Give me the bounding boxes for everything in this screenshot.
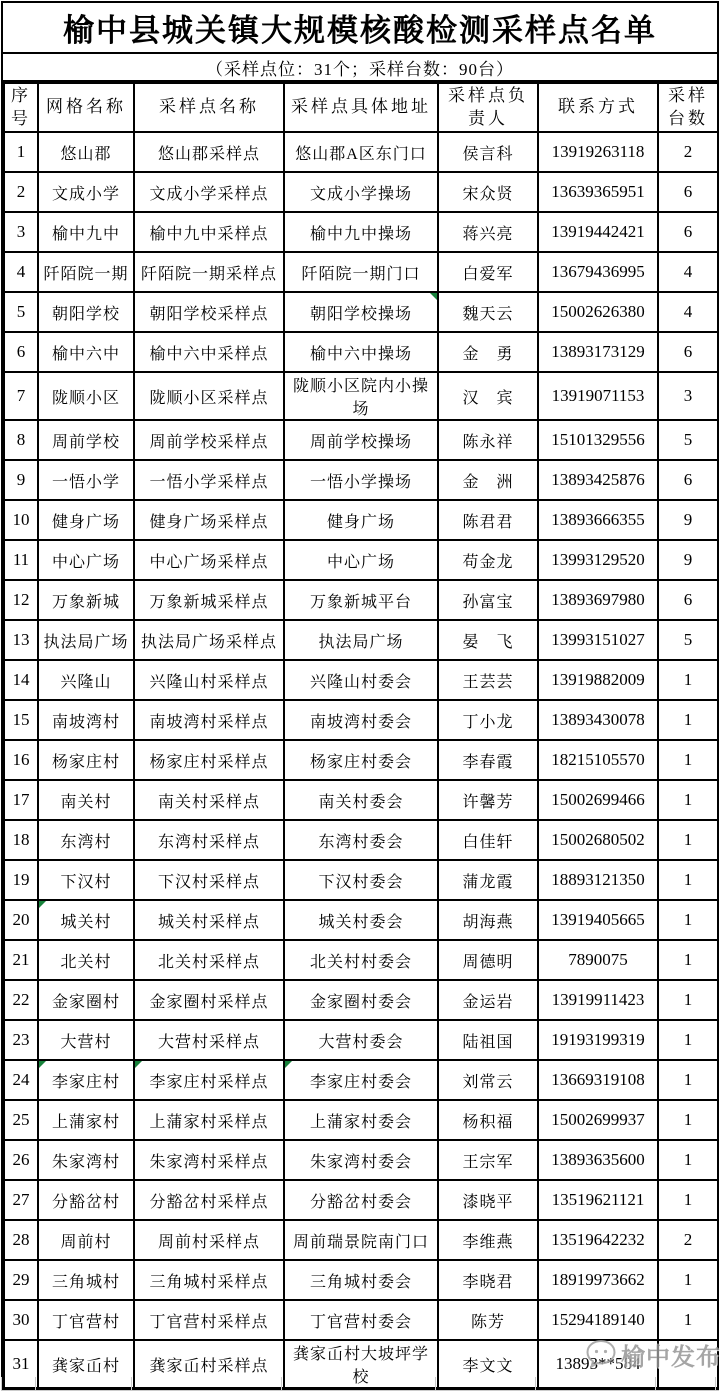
cell-point: 榆中九中采样点 bbox=[134, 212, 284, 252]
cell-count: 9 bbox=[658, 500, 718, 540]
cell-address: 阡陌院一期门口 bbox=[284, 252, 438, 292]
watermark-text: 榆中发布 bbox=[621, 1343, 721, 1371]
cell-seq: 19 bbox=[4, 860, 38, 900]
cell-leader: 魏天云 bbox=[438, 292, 538, 332]
cell-contact: 7890075 bbox=[538, 940, 658, 980]
cell-point: 阡陌院一期采样点 bbox=[134, 252, 284, 292]
cell-grid: 北关村 bbox=[38, 940, 134, 980]
cell-count: 1 bbox=[658, 740, 718, 780]
cell-count: 3 bbox=[658, 372, 718, 420]
column-header-contact: 联系方式 bbox=[538, 83, 658, 132]
sampling-points-table bbox=[3, 82, 719, 1389]
cell-point: 朝阳学校采样点 bbox=[134, 292, 284, 332]
cell-grid: 南坡湾村 bbox=[38, 700, 134, 740]
cell-address: 三角城村委会 bbox=[284, 1260, 438, 1300]
cell-address: 李家庄村委会 bbox=[284, 1060, 438, 1100]
cell-point: 分豁岔村采样点 bbox=[134, 1180, 284, 1220]
table-row bbox=[4, 700, 718, 740]
cell-seq: 12 bbox=[4, 580, 38, 620]
cell-address: 执法局广场 bbox=[284, 620, 438, 660]
cell-seq: 4 bbox=[4, 252, 38, 292]
cell-point: 陇顺小区采样点 bbox=[134, 372, 284, 420]
cell-grid: 榆中六中 bbox=[38, 332, 134, 372]
cell-leader: 陈永祥 bbox=[438, 420, 538, 460]
cell-grid: 中心广场 bbox=[38, 540, 134, 580]
cell-leader: 陆祖国 bbox=[438, 1020, 538, 1060]
cell-count: 6 bbox=[658, 172, 718, 212]
cell-count: 1 bbox=[658, 1020, 718, 1060]
table-row bbox=[4, 820, 718, 860]
cell-point: 周前村采样点 bbox=[134, 1220, 284, 1260]
cell-count: 5 bbox=[658, 620, 718, 660]
cell-count: 9 bbox=[658, 540, 718, 580]
cell-contact: 13669319108 bbox=[538, 1060, 658, 1100]
cell-leader: 汉 宾 bbox=[438, 372, 538, 420]
cell-point: 李家庄村采样点 bbox=[134, 1060, 284, 1100]
green-corner-marker bbox=[430, 293, 437, 300]
cell-grid: 执法局广场 bbox=[38, 620, 134, 660]
cell-leader: 蒋兴亮 bbox=[438, 212, 538, 252]
cell-seq: 27 bbox=[4, 1180, 38, 1220]
cell-grid: 文成小学 bbox=[38, 172, 134, 212]
cell-count: 1 bbox=[658, 860, 718, 900]
cell-seq: 6 bbox=[4, 332, 38, 372]
cell-address: 周前瑞景院南门口 bbox=[284, 1220, 438, 1260]
cell-point: 丁官营村采样点 bbox=[134, 1300, 284, 1340]
cell-leader: 侯言科 bbox=[438, 132, 538, 172]
table-row bbox=[4, 1020, 718, 1060]
table-row bbox=[4, 620, 718, 660]
cell-contact: 13679436995 bbox=[538, 252, 658, 292]
cell-grid: 朱家湾村 bbox=[38, 1140, 134, 1180]
cell-leader: 白佳轩 bbox=[438, 820, 538, 860]
cell-address: 榆中六中操场 bbox=[284, 332, 438, 372]
empty-grid-cell bbox=[2, 1377, 36, 1390]
cell-seq: 23 bbox=[4, 1020, 38, 1060]
cell-count: 1 bbox=[658, 1100, 718, 1140]
cell-point: 大营村采样点 bbox=[134, 1020, 284, 1060]
cell-address: 文成小学操场 bbox=[284, 172, 438, 212]
cell-address: 万象新城平台 bbox=[284, 580, 438, 620]
cell-grid: 三角城村 bbox=[38, 1260, 134, 1300]
cell-grid: 南关村 bbox=[38, 780, 134, 820]
cell-address: 朝阳学校操场 bbox=[284, 292, 438, 332]
cell-count: 2 bbox=[658, 1220, 718, 1260]
cell-leader: 许馨芳 bbox=[438, 780, 538, 820]
empty-grid-cell bbox=[282, 1377, 436, 1390]
cell-point: 健身广场采样点 bbox=[134, 500, 284, 540]
cell-count: 4 bbox=[658, 252, 718, 292]
cell-contact: 18919973662 bbox=[538, 1260, 658, 1300]
cell-contact: 13993151027 bbox=[538, 620, 658, 660]
cell-count: 6 bbox=[658, 332, 718, 372]
cell-contact: 13919442421 bbox=[538, 212, 658, 252]
table-row bbox=[4, 1180, 718, 1220]
empty-grid-cell bbox=[36, 1377, 132, 1390]
cell-grid: 悠山郡 bbox=[38, 132, 134, 172]
cell-grid: 东湾村 bbox=[38, 820, 134, 860]
cell-address: 南坡湾村委会 bbox=[284, 700, 438, 740]
table-row bbox=[4, 740, 718, 780]
cell-seq: 11 bbox=[4, 540, 38, 580]
page-title: 榆中县城关镇大规模核酸检测采样点名单 bbox=[63, 13, 657, 48]
cell-contact: 15294189140 bbox=[538, 1300, 658, 1340]
cell-address: 健身广场 bbox=[284, 500, 438, 540]
cell-contact: 13893635600 bbox=[538, 1140, 658, 1180]
empty-grid-cell bbox=[436, 1377, 536, 1390]
cell-grid: 朝阳学校 bbox=[38, 292, 134, 332]
cell-seq: 25 bbox=[4, 1100, 38, 1140]
cell-address: 金家圈村委会 bbox=[284, 980, 438, 1020]
table-row bbox=[4, 252, 718, 292]
cell-contact: 18893121350 bbox=[538, 860, 658, 900]
column-header-seq: 序号 bbox=[4, 83, 38, 132]
cell-grid: 城关村 bbox=[38, 900, 134, 940]
cell-point: 城关村采样点 bbox=[134, 900, 284, 940]
cell-grid: 上蒲家村 bbox=[38, 1100, 134, 1140]
cell-contact: 13893697980 bbox=[538, 580, 658, 620]
cell-contact: 13519642232 bbox=[538, 1220, 658, 1260]
cell-contact: 18215105570 bbox=[538, 740, 658, 780]
cell-point: 悠山郡采样点 bbox=[134, 132, 284, 172]
cell-address: 朱家湾村委会 bbox=[284, 1140, 438, 1180]
cell-grid: 阡陌院一期 bbox=[38, 252, 134, 292]
table-row bbox=[4, 1140, 718, 1180]
cell-leader: 王芸芸 bbox=[438, 660, 538, 700]
cell-address: 兴隆山村委会 bbox=[284, 660, 438, 700]
cell-point: 龚家屲村采样点 bbox=[134, 1340, 284, 1388]
cell-contact: 13919882009 bbox=[538, 660, 658, 700]
cell-point: 一悟小学采样点 bbox=[134, 460, 284, 500]
cell-leader: 金 洲 bbox=[438, 460, 538, 500]
empty-grid-cell bbox=[656, 1377, 716, 1390]
green-corner-marker bbox=[135, 1061, 142, 1068]
cell-address: 周前学校操场 bbox=[284, 420, 438, 460]
cell-address: 下汉村委会 bbox=[284, 860, 438, 900]
cell-seq: 9 bbox=[4, 460, 38, 500]
cell-contact: 13519621121 bbox=[538, 1180, 658, 1220]
cell-count: 1 bbox=[658, 700, 718, 740]
cell-seq: 31 bbox=[4, 1340, 38, 1388]
cell-address: 大营村委会 bbox=[284, 1020, 438, 1060]
table-row bbox=[4, 1300, 718, 1340]
cell-leader: 刘常云 bbox=[438, 1060, 538, 1100]
cell-seq: 7 bbox=[4, 372, 38, 420]
cell-contact: 15002699466 bbox=[538, 780, 658, 820]
cell-seq: 18 bbox=[4, 820, 38, 860]
cell-contact: 13893425876 bbox=[538, 460, 658, 500]
cell-contact: 13919071153 bbox=[538, 372, 658, 420]
table-row bbox=[4, 580, 718, 620]
cell-address: 陇顺小区院内小操场 bbox=[284, 372, 438, 420]
cell-grid: 健身广场 bbox=[38, 500, 134, 540]
cell-grid: 龚家屲村 bbox=[38, 1340, 134, 1388]
cell-leader: 苟金龙 bbox=[438, 540, 538, 580]
cell-point: 朱家湾村采样点 bbox=[134, 1140, 284, 1180]
cell-leader: 李春霞 bbox=[438, 740, 538, 780]
cell-contact: 13919405665 bbox=[538, 900, 658, 940]
cell-seq: 13 bbox=[4, 620, 38, 660]
column-header-address: 采样点具体地址 bbox=[284, 83, 438, 132]
cell-leader: 陈芳 bbox=[438, 1300, 538, 1340]
cell-contact: 13893430078 bbox=[538, 700, 658, 740]
table-row bbox=[4, 660, 718, 700]
cell-seq: 29 bbox=[4, 1260, 38, 1300]
table-row bbox=[4, 900, 718, 940]
cell-grid: 陇顺小区 bbox=[38, 372, 134, 420]
cell-grid: 杨家庄村 bbox=[38, 740, 134, 780]
cell-point: 兴隆山村采样点 bbox=[134, 660, 284, 700]
column-header-grid: 网格名称 bbox=[38, 83, 134, 132]
cell-count: 1 bbox=[658, 900, 718, 940]
sampling-table-sheet bbox=[1, 1, 719, 1391]
empty-grid-cell bbox=[132, 1377, 282, 1390]
cell-seq: 26 bbox=[4, 1140, 38, 1180]
cell-contact: 13893173129 bbox=[538, 332, 658, 372]
cell-count: 1 bbox=[658, 780, 718, 820]
cell-seq: 17 bbox=[4, 780, 38, 820]
cell-leader: 金运岩 bbox=[438, 980, 538, 1020]
green-corner-marker bbox=[39, 901, 46, 908]
column-header-point: 采样点名称 bbox=[134, 83, 284, 132]
cell-count: 6 bbox=[658, 580, 718, 620]
cell-leader: 李维燕 bbox=[438, 1220, 538, 1260]
cell-address: 丁官营村委会 bbox=[284, 1300, 438, 1340]
cell-count: 1 bbox=[658, 820, 718, 860]
cell-point: 榆中六中采样点 bbox=[134, 332, 284, 372]
cell-count: 1 bbox=[658, 1140, 718, 1180]
green-corner-marker bbox=[39, 1061, 46, 1068]
cell-seq: 3 bbox=[4, 212, 38, 252]
cell-point: 下汉村采样点 bbox=[134, 860, 284, 900]
cell-grid: 兴隆山 bbox=[38, 660, 134, 700]
cell-contact: 13893**584 bbox=[538, 1340, 658, 1388]
cell-count: 6 bbox=[658, 460, 718, 500]
table-row bbox=[4, 1100, 718, 1140]
cell-address: 城关村委会 bbox=[284, 900, 438, 940]
cell-count: 2 bbox=[658, 132, 718, 172]
table-row bbox=[4, 780, 718, 820]
cell-grid: 金家圈村 bbox=[38, 980, 134, 1020]
cell-address: 分豁岔村委会 bbox=[284, 1180, 438, 1220]
cell-point: 金家圈村采样点 bbox=[134, 980, 284, 1020]
cell-grid: 丁官营村 bbox=[38, 1300, 134, 1340]
cell-address: 北关村村委会 bbox=[284, 940, 438, 980]
subtitle-band bbox=[3, 54, 717, 82]
table-row bbox=[4, 1060, 718, 1100]
cell-leader: 胡海燕 bbox=[438, 900, 538, 940]
cell-address: 东湾村委会 bbox=[284, 820, 438, 860]
cell-leader: 李文文 bbox=[438, 1340, 538, 1388]
cell-seq: 1 bbox=[4, 132, 38, 172]
cell-count: 5 bbox=[658, 420, 718, 460]
table-row bbox=[4, 212, 718, 252]
cell-address: 悠山郡A区东门口 bbox=[284, 132, 438, 172]
cell-seq: 28 bbox=[4, 1220, 38, 1260]
table-header bbox=[4, 83, 718, 132]
cell-contact: 15101329556 bbox=[538, 420, 658, 460]
cell-count: 1 bbox=[658, 940, 718, 980]
cell-seq: 30 bbox=[4, 1300, 38, 1340]
cell-point: 三角城村采样点 bbox=[134, 1260, 284, 1300]
table-row bbox=[4, 500, 718, 540]
cell-leader: 孙富宝 bbox=[438, 580, 538, 620]
cell-leader: 丁小龙 bbox=[438, 700, 538, 740]
table-row bbox=[4, 940, 718, 980]
cell-leader: 金 勇 bbox=[438, 332, 538, 372]
table-row bbox=[4, 460, 718, 500]
cell-grid: 榆中九中 bbox=[38, 212, 134, 252]
cell-address: 榆中九中操场 bbox=[284, 212, 438, 252]
cell-point: 周前学校采样点 bbox=[134, 420, 284, 460]
cell-count: 1 bbox=[658, 1180, 718, 1220]
cell-address: 一悟小学操场 bbox=[284, 460, 438, 500]
cell-contact: 13893666355 bbox=[538, 500, 658, 540]
cell-grid: 李家庄村 bbox=[38, 1060, 134, 1100]
table-row bbox=[4, 420, 718, 460]
cell-grid: 大营村 bbox=[38, 1020, 134, 1060]
cell-address: 南关村委会 bbox=[284, 780, 438, 820]
green-corner-marker bbox=[285, 1061, 292, 1068]
cell-point: 北关村采样点 bbox=[134, 940, 284, 980]
cell-contact: 13993129520 bbox=[538, 540, 658, 580]
cell-count: 1 bbox=[658, 1260, 718, 1300]
cell-address: 上蒲家村委会 bbox=[284, 1100, 438, 1140]
cell-count: 4 bbox=[658, 292, 718, 332]
cell-leader: 宋众贤 bbox=[438, 172, 538, 212]
empty-grid-row bbox=[1, 1377, 719, 1391]
cell-grid: 下汉村 bbox=[38, 860, 134, 900]
table-row bbox=[4, 132, 718, 172]
cell-seq: 24 bbox=[4, 1060, 38, 1100]
cell-seq: 5 bbox=[4, 292, 38, 332]
cell-seq: 2 bbox=[4, 172, 38, 212]
cell-seq: 22 bbox=[4, 980, 38, 1020]
table-row bbox=[4, 172, 718, 212]
cell-leader: 晏 飞 bbox=[438, 620, 538, 660]
column-header-leader: 采样点负责人 bbox=[438, 83, 538, 132]
cell-contact: 13919263118 bbox=[538, 132, 658, 172]
cell-grid: 分豁岔村 bbox=[38, 1180, 134, 1220]
cell-point: 南坡湾村采样点 bbox=[134, 700, 284, 740]
cell-contact: 13639365951 bbox=[538, 172, 658, 212]
cell-grid: 周前村 bbox=[38, 1220, 134, 1260]
cell-leader: 杨积福 bbox=[438, 1100, 538, 1140]
cell-count: 6 bbox=[658, 212, 718, 252]
cell-seq: 16 bbox=[4, 740, 38, 780]
title-band bbox=[3, 3, 717, 54]
cell-address: 杨家庄村委会 bbox=[284, 740, 438, 780]
cell-contact: 13919911423 bbox=[538, 980, 658, 1020]
cell-point: 中心广场采样点 bbox=[134, 540, 284, 580]
cell-address: 中心广场 bbox=[284, 540, 438, 580]
cell-count: 1 bbox=[658, 660, 718, 700]
cell-seq: 15 bbox=[4, 700, 38, 740]
cell-count: 1 bbox=[658, 1060, 718, 1100]
table-row bbox=[4, 980, 718, 1020]
cell-leader: 陈君君 bbox=[438, 500, 538, 540]
cell-contact: 15002680502 bbox=[538, 820, 658, 860]
cell-grid: 周前学校 bbox=[38, 420, 134, 460]
cell-leader: 蒲龙霞 bbox=[438, 860, 538, 900]
cell-leader: 王宗军 bbox=[438, 1140, 538, 1180]
cell-point: 上蒲家村采样点 bbox=[134, 1100, 284, 1140]
cell-point: 执法局广场采样点 bbox=[134, 620, 284, 660]
table-row bbox=[4, 860, 718, 900]
cell-contact: 15002699937 bbox=[538, 1100, 658, 1140]
cell-seq: 8 bbox=[4, 420, 38, 460]
empty-grid-cell bbox=[536, 1377, 656, 1390]
cell-count: 1 bbox=[658, 1300, 718, 1340]
cell-leader: 漆晓平 bbox=[438, 1180, 538, 1220]
cell-contact: 15002626380 bbox=[538, 292, 658, 332]
cell-point: 万象新城采样点 bbox=[134, 580, 284, 620]
table-row bbox=[4, 1260, 718, 1300]
cell-point: 杨家庄村采样点 bbox=[134, 740, 284, 780]
cell-leader: 李晓君 bbox=[438, 1260, 538, 1300]
cell-point: 文成小学采样点 bbox=[134, 172, 284, 212]
table-row bbox=[4, 540, 718, 580]
table-row bbox=[4, 1220, 718, 1260]
cell-seq: 10 bbox=[4, 500, 38, 540]
cell-address: 龚家屲村大坡坪学校 bbox=[284, 1340, 438, 1388]
cell-leader: 白爱军 bbox=[438, 252, 538, 292]
cell-grid: 一悟小学 bbox=[38, 460, 134, 500]
column-header-count: 采样台数 bbox=[658, 83, 718, 132]
cell-seq: 14 bbox=[4, 660, 38, 700]
cell-count: 1 bbox=[658, 980, 718, 1020]
cell-seq: 20 bbox=[4, 900, 38, 940]
cell-grid: 万象新城 bbox=[38, 580, 134, 620]
cell-contact: 19193199319 bbox=[538, 1020, 658, 1060]
table-row bbox=[4, 332, 718, 372]
cell-point: 南关村采样点 bbox=[134, 780, 284, 820]
table-row bbox=[4, 292, 718, 332]
cell-leader: 周德明 bbox=[438, 940, 538, 980]
cell-point: 东湾村采样点 bbox=[134, 820, 284, 860]
subtitle-stats: （采样点位：31个；采样台数：90台） bbox=[206, 59, 514, 79]
cell-seq: 21 bbox=[4, 940, 38, 980]
table-row bbox=[4, 372, 718, 420]
